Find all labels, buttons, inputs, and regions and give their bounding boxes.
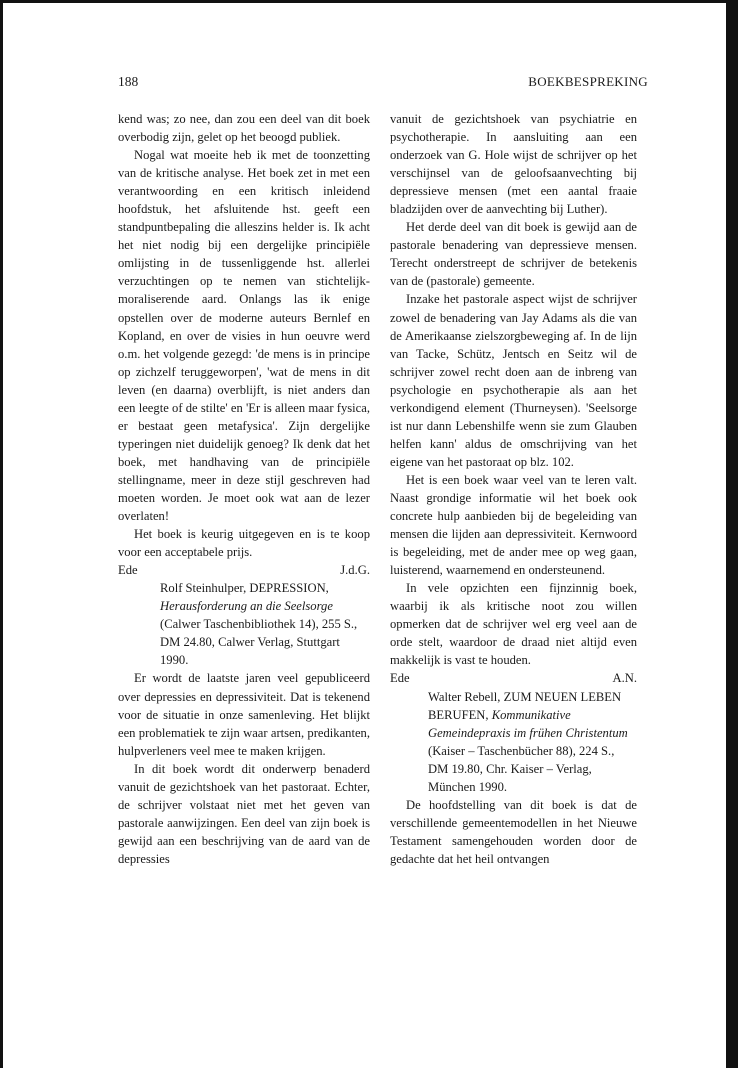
page-number: 188 <box>118 74 139 89</box>
reference-subtitle: Herausforderung an die Seelsorge <box>160 599 333 614</box>
left-column <box>118 110 370 868</box>
reference-author-title: Walter Rebell, ZUM NEUEN LEBEN BERUFEN, <box>428 689 622 722</box>
scan-border-top <box>0 0 738 3</box>
signature-initials: J.d.G. <box>340 563 370 578</box>
paragraph: Nogal wat moeite heb ik met de toonzetting van de kritische analyse. Het boek zet in met een verantwoording en een kritisch inleidend hoofdstuk, het afsluitende hst. geeft een standpuntbepaling die alleszins helder is. Ik acht het niet nodig bij een dergelijke principiële omlijsting in de tussenliggende hst. allerlei verzuchtingen op te nemen van stichtelijk-moraliserende aard. Onlangs las ik enige opstellen over de moderne auteurs Bernlef en Kopland, en over de visies in hun oeuvre werd o.m. het volgende gezegd: 'de mens is in principe op zichzelf teruggeworpen', 'wat de mens in dit leven (en daarna) overblijft, is niet anders dan een leegte of de stilte' en 'Er is alleen maar fysica, er bestaat geen metafysica'. Zijn dergelijke typeringen niet duidelijk genoeg? Ik denk dat het boek, met handhaving van de principiële stellingname, meer in deze stijl geschreven had moeten worden. Je moet ook wat aan de lezer overlaten! <box>118 148 370 524</box>
scan-border-left <box>0 0 3 1068</box>
signature <box>118 561 370 579</box>
paragraph: kend was; zo nee, dan zou een deel van dit boek overbodig zijn, gelet op het beoogd publiek. <box>118 112 370 145</box>
running-head: BOEKBESPREKING <box>528 74 648 89</box>
signature <box>390 669 637 687</box>
paragraph: Het boek is keurig uitgegeven en is te koop voor een acceptabele prijs. <box>118 527 370 560</box>
reference-details: (Calwer Taschenbibliothek 14), 255 S., DM 24.80, Calwer Verlag, Stuttgart 1990. <box>160 617 358 668</box>
paragraph: In vele opzichten een fijnzinnig boek, waarbij ik als kritische noot zou willen opmerken dat de schrijver wel erg veel aan de orde stelt, waardoor de draad niet altijd even makkelijk is vast te houden. <box>390 581 637 668</box>
reference-author-title: Rolf Steinhulper, DEPRESSION, <box>160 581 329 596</box>
paragraph: Er wordt de laatste jaren veel gepubliceerd over depressies en depressiviteit. Dat is tekenend voor de situatie in onze samenleving. Het blijkt een problematiek te zijn waar artsen, predikanten, hulpverleners veel mee te maken krijgen. <box>118 671 370 758</box>
reference-subtitle: Kommunikative Gemeindepraxis im frühen Christentum <box>428 707 628 740</box>
paragraph: In dit boek wordt dit onderwerp benaderd vanuit de gezichtshoek van het pastoraat. Echter, de schrijver volstaat niet met het geven van pastorale aanwijzingen. Een deel van zijn boek is gewijd aan een beschrijving van de aard van de depressies <box>118 761 370 866</box>
paragraph: Het is een boek waar veel van te leren valt. Naast grondige informatie wil het boek ook concrete hulp aanbieden bij de begeleiding van mensen die lijden aan depressiviteit. Kernwoord is begeleiding, met de ander mee op weg gaan, luisterend, waarnemend en ondersteunend. <box>390 472 637 578</box>
paragraph: vanuit de gezichtshoek van psychiatrie en psychotherapie. In aansluiting aan een onderzoek van G. Hole wijst de schrijver op het verschijnsel van de geloofsaanvechting bij depressieve mensen (met een aantal fraaie bladzijden over de aanvechting bij Luther). <box>390 112 637 217</box>
paragraph: Het derde deel van dit boek is gewijd aan de pastorale benadering van depressieve mensen. Terecht onderstreept de schrijver de betekenis van de (pastorale) gemeente. <box>390 220 637 289</box>
book-reference <box>390 688 637 796</box>
signature-initials: A.N. <box>612 671 637 686</box>
scan-border-right <box>726 0 738 1068</box>
signature-place: Ede <box>118 563 138 578</box>
signature-place: Ede <box>390 671 410 686</box>
book-reference <box>118 579 370 669</box>
paragraph: Inzake het pastorale aspect wijst de schrijver zowel de benadering van Jay Adams als die van de Amerikaanse zielszorgbeweging af. In de lijn van Tacke, Schütz, Jentsch en Seitz wil de schrijver zowel recht doen aan de inbreng van psychologie en psychotherapie als aan het verkondigend element (Thurneysen). 'Seelsorge ist nur dann Lebenshilfe wenn sie zum Glauben helfen kann' aldus de omschrijving van het eigene van het pastoraat op blz. 102. <box>390 292 637 469</box>
reference-details: (Kaiser – Taschenbücher 88), 224 S., DM 19.80, Chr. Kaiser – Verlag, München 1990. <box>428 743 615 794</box>
right-column <box>390 110 637 868</box>
paragraph: De hoofdstelling van dit boek is dat de verschillende gemeentemodellen in het Nieuwe Testament samengehouden worden door de gedachte dat het heil ontvangen <box>390 797 637 866</box>
